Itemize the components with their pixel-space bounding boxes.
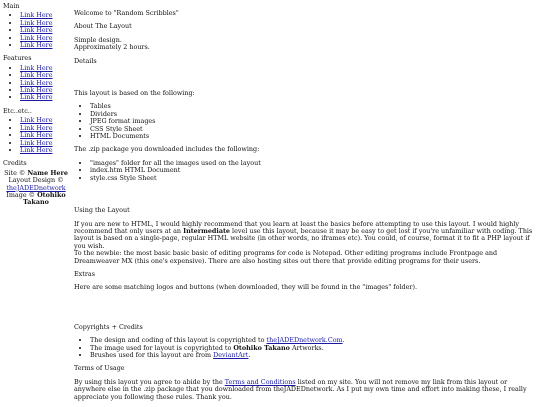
credits-site-name: Name Here	[27, 168, 68, 177]
about-title: About The Layout	[74, 22, 132, 31]
sidebar-link[interactable]: Link Here	[20, 131, 53, 140]
sidebar-heading-etc: Etc..etc..	[3, 106, 32, 115]
about-text	[74, 37, 536, 52]
sidebar-list-main	[3, 12, 69, 49]
terms-title: Terms of Usage	[74, 364, 125, 373]
spacer	[74, 298, 536, 324]
sidebar-link[interactable]: Link Here	[20, 11, 53, 20]
zip-intro-text: The .zip package you downloaded includes the following:	[74, 145, 260, 154]
about-line-1: Simple design.	[74, 35, 122, 44]
copy-item-3-text: Brushes used for this layout are from	[90, 350, 212, 359]
list-item: • index.htm HTML Document	[90, 167, 536, 174]
sidebar-credits	[3, 160, 69, 206]
credits-image-name: Otohiko Takano	[23, 190, 66, 207]
sidebar-heading-features: Features	[3, 54, 32, 63]
list-item: • style.css Style Sheet	[90, 175, 536, 182]
based-on-text: This layout is based on the following:	[74, 89, 195, 98]
list-item: • CSS Style Sheet	[90, 126, 536, 133]
list-item: • HTML Documents	[90, 133, 536, 140]
extras-title: Extras	[74, 269, 95, 278]
list-item: • Brushes used for this layout are from DeviantArt.	[90, 352, 536, 359]
list-item: • "images" folder for all the images used on the layout	[90, 160, 536, 167]
details-title: Details	[74, 56, 97, 65]
terms-link[interactable]: Terms and Conditions	[224, 377, 296, 386]
copy-item-3-link[interactable]: DeviantArt	[213, 350, 249, 359]
sidebar-link[interactable]: Link Here	[20, 78, 53, 87]
sidebar-link[interactable]: Link Here	[20, 33, 53, 42]
welcome-text: Welcome to "Random Scribbles"	[74, 9, 179, 17]
list-item: • JPEG format images	[90, 118, 536, 125]
spacer	[74, 71, 536, 90]
list-item	[20, 42, 69, 49]
list-item: • Dividers	[90, 111, 536, 118]
using-text-bold: Intermediate	[183, 226, 230, 235]
sidebar-link[interactable]: Link Here	[20, 138, 53, 147]
zip-list	[74, 160, 536, 182]
credits-block	[3, 170, 69, 207]
using-newbie-text: To the newbie: the most basic basic basic of editing programs for code is Notepad. Other editing programs include Frontpage and Dreamweaver MX (this one's expensive). There are also hosting sites out there that provide editing programs for their users.	[74, 249, 498, 265]
credits-image	[3, 192, 69, 207]
using-title: Using the Layout	[74, 206, 130, 215]
sidebar	[3, 3, 69, 207]
list-item: • Tables	[90, 103, 536, 110]
credits-layout-link[interactable]: theJADEDnetwork	[6, 183, 66, 192]
copyrights-title: Copyrights + Credits	[74, 322, 143, 331]
credits-image-prefix: Image ©	[6, 190, 36, 199]
credits-layout-prefix: Layout Design ©	[8, 176, 64, 185]
sidebar-link[interactable]: Link Here	[20, 116, 53, 125]
sidebar-link[interactable]: Link Here	[20, 123, 53, 132]
extras-text: Here are some matching logos and buttons (when downloaded, they will be found in the "images" folder).	[74, 283, 417, 292]
using-text	[74, 221, 536, 251]
sidebar-list-etc	[3, 117, 69, 154]
sidebar-link[interactable]: Link Here	[20, 26, 53, 35]
copy-item-2-name: Otohiko Takano	[233, 343, 290, 352]
credits-site-prefix: Site ©	[4, 168, 26, 177]
terms-text-part-1: By using this layout you agree to abide by the	[74, 377, 223, 386]
list-item	[20, 94, 69, 101]
sidebar-section-etc	[3, 108, 69, 154]
sidebar-link[interactable]: Link Here	[20, 86, 53, 95]
sidebar-section-features	[3, 55, 69, 101]
terms-text-part-2: listed on my site. You will not remove my link from this layout or anywhere else in the .zip package that you downloaded from theJADEDnetwork. As I put my own time and effort into making these, I really appreciate you following these rules. Thank you.	[74, 377, 527, 401]
sidebar-link[interactable]: Link Here	[20, 145, 53, 154]
sidebar-link[interactable]: Link Here	[20, 18, 53, 27]
sidebar-link[interactable]: Link Here	[20, 93, 53, 102]
spacer	[74, 188, 536, 207]
sidebar-link[interactable]: Link Here	[20, 41, 53, 50]
sidebar-link[interactable]: Link Here	[20, 71, 53, 80]
copy-item-2-text: The image used for layout is copyrighted to	[90, 343, 232, 352]
sidebar-heading-credits: Credits	[3, 159, 27, 168]
copy-item-1-link[interactable]: theJADEDnetwork.Com	[266, 336, 343, 345]
using-text-part-1: If you are new to HTML, I would highly recommend that you learn at least the basics before attempting to use this layout. I would highly recommend that only users at an	[74, 219, 520, 235]
list-item: • The design and coding of this layout is copyrighted to theJADEDnetwork.Com.	[90, 337, 536, 344]
copyrights-list	[74, 337, 536, 359]
about-line-2: Approximately 2 hours.	[74, 43, 150, 52]
main-content	[74, 10, 536, 407]
terms-text	[74, 379, 536, 401]
using-text-part-2: level use this layout, because it may be easy to get lost if you're unfamiliar with coding. This layout is based on a single-page, regular HTML website (in other words, no iframes etc). You could, of course, format it to fit a PHP layout if you wish.	[74, 226, 533, 250]
sidebar-link[interactable]: Link Here	[20, 63, 53, 72]
copy-item-2-suffix: Artworks.	[291, 343, 324, 352]
list-item	[20, 147, 69, 154]
copy-item-1-text: The design and coding of this layout is copyrighted to	[90, 336, 265, 345]
credits-layout	[3, 177, 69, 192]
sidebar-list-features	[3, 65, 69, 102]
sidebar-section-main	[3, 3, 69, 49]
based-on-list	[74, 103, 536, 140]
sidebar-heading-main: Main	[3, 2, 20, 10]
